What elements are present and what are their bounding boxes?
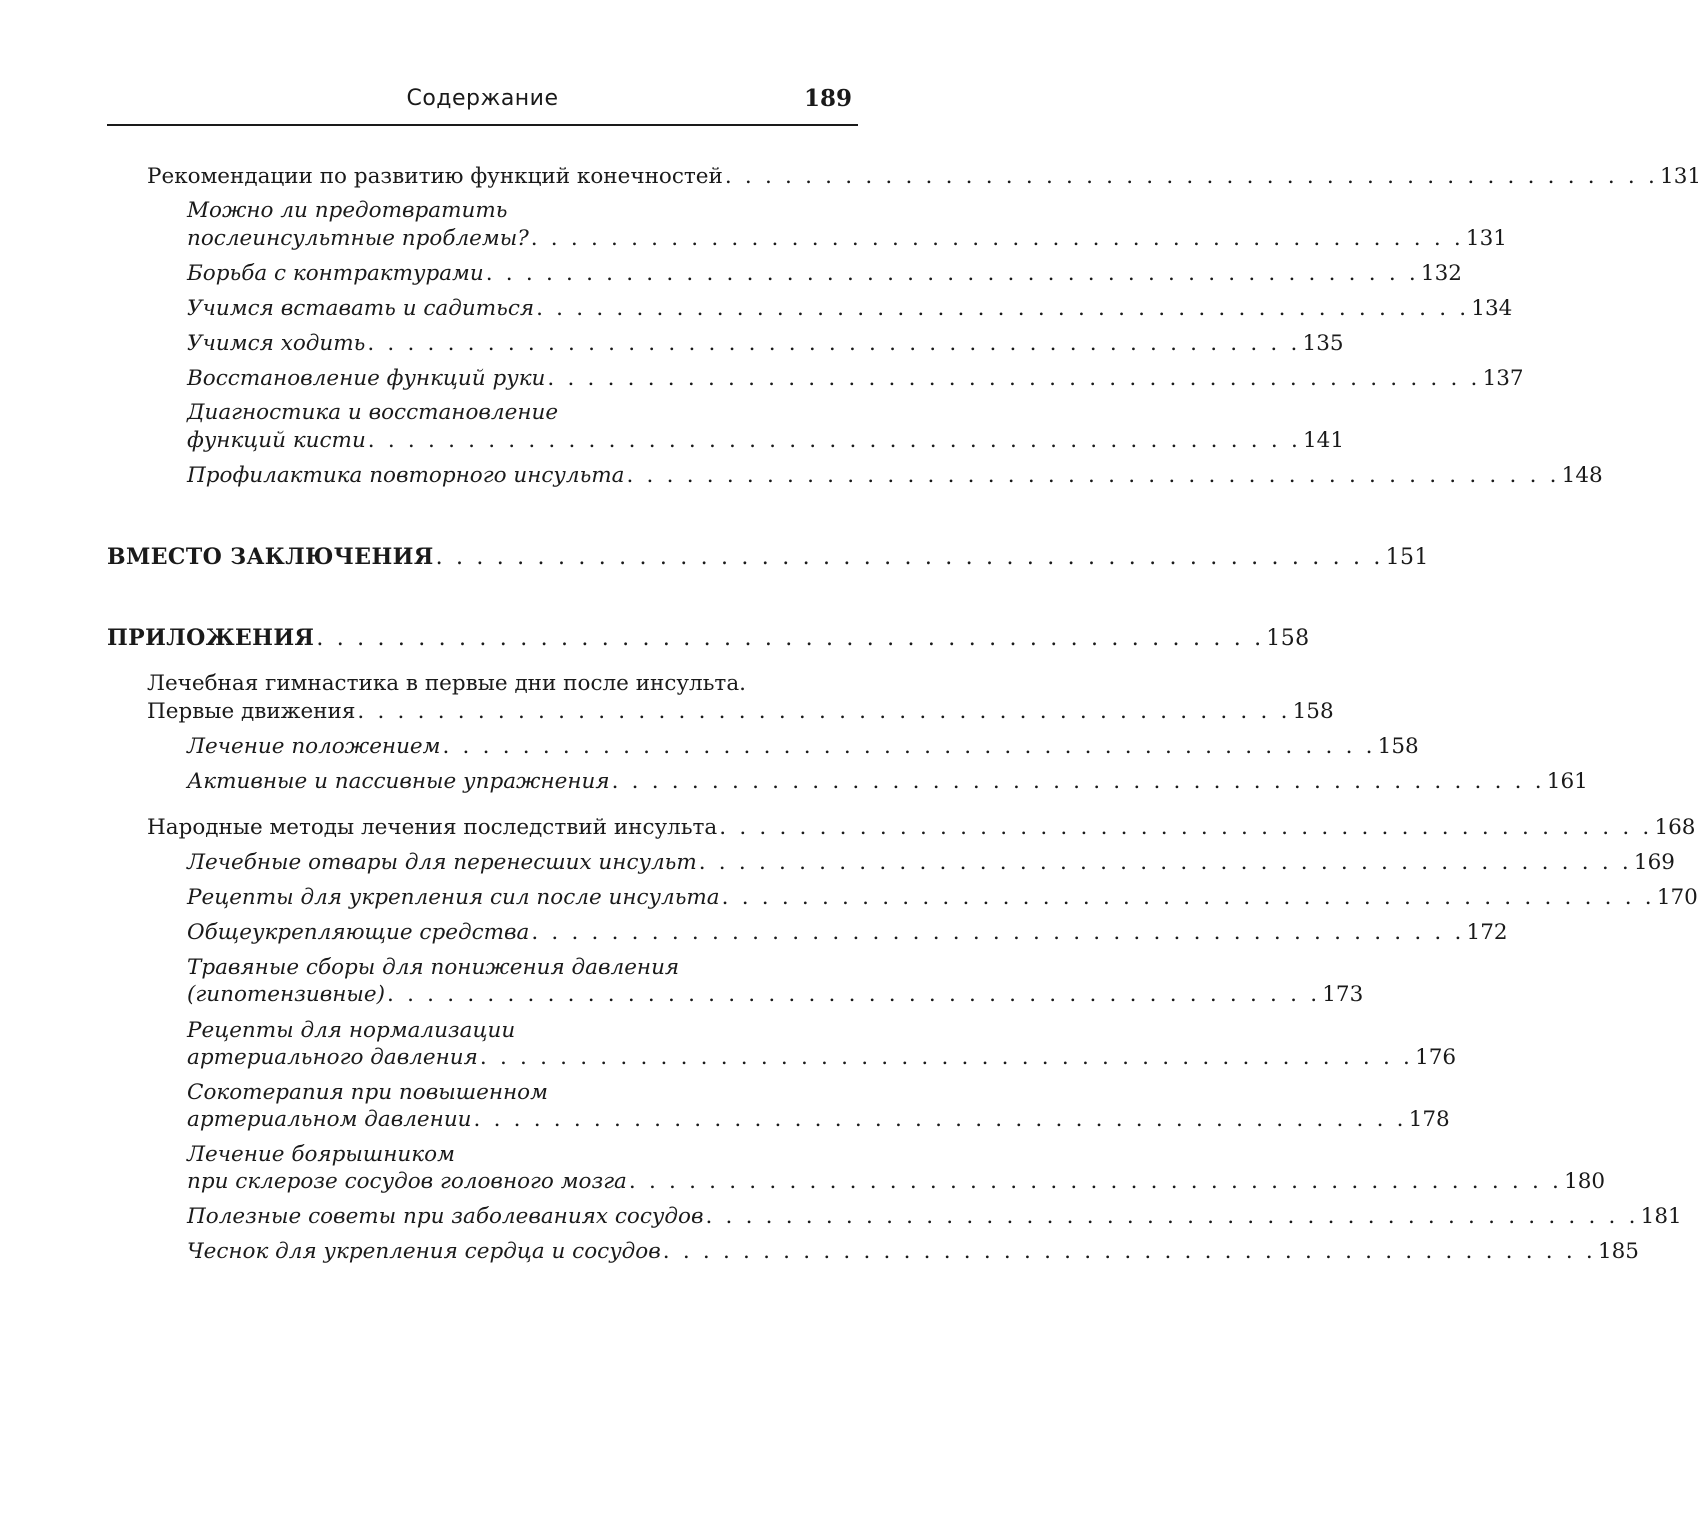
dot-leader: . . . . . . . . . . . . . . . . . . . . . . . . . . . . . . . . . . . . . . . . . . . . . . . xyxy=(367,331,1301,356)
toc-entry-title-line1: Рецепты для нормализации xyxy=(187,1018,516,1043)
toc-entry-title: Рекомендации по развитию функций конечностей xyxy=(147,164,723,189)
toc-entry-title: Восстановление функций руки xyxy=(187,366,546,391)
toc-entry-page: 135 xyxy=(1302,331,1344,356)
toc-entry xyxy=(187,329,1344,359)
dot-leader: . . . . . . . . . . . . . . . . . . . . . . . . . . . . . . . . . . . . . . . . . . . . . . . xyxy=(485,261,1419,286)
toc-entry-title: Полезные советы при заболеваниях сосудов xyxy=(187,1204,704,1229)
toc-entry xyxy=(187,224,1507,254)
dot-leader: . . . . . . . . . . . . . . . . . . . . . . . . . . . . . . . . . . . . . . . . . . . . . . . xyxy=(316,626,1265,651)
toc-entry-page: 132 xyxy=(1420,261,1462,286)
toc-entry-title-line1: Травяные сборы для понижения давления xyxy=(187,955,680,980)
dot-leader: . . . . . . . . . . . . . . . . . . . . . . . . . . . . . . . . . . . . . . . . . . . . . . . xyxy=(536,296,1470,321)
toc-entry-title-line1: Можно ли предотвратить xyxy=(187,198,508,223)
toc-section-page: 151 xyxy=(1385,545,1429,570)
toc-entry-title: Учимся вставать и садиться xyxy=(187,296,535,321)
toc-entry-page: 131 xyxy=(1465,226,1507,251)
toc-entry xyxy=(187,1167,1606,1197)
toc-section xyxy=(107,542,1429,572)
toc-entry-page: 173 xyxy=(1322,982,1364,1007)
toc-entry-page: 158 xyxy=(1377,734,1419,759)
toc-entry-title: (гипотензивные) xyxy=(187,982,386,1007)
toc-entry xyxy=(147,697,1334,727)
toc-entry xyxy=(187,461,1603,491)
toc-entry-title-line1: Лечебная гимнастика в первые дни после инсульта. xyxy=(147,671,746,696)
toc-entry-title-line1: Сокотерапия при повышенном xyxy=(187,1080,548,1105)
running-head-title: Содержание xyxy=(406,86,559,111)
toc-entry-page: 137 xyxy=(1482,366,1524,391)
toc-entry-title: Общеукрепляющие средства xyxy=(187,920,530,945)
toc-entry-title: Рецепты для укрепления сил после инсульта xyxy=(187,885,720,910)
toc-entry xyxy=(187,883,1698,913)
toc-entry-page: 158 xyxy=(1292,699,1334,724)
toc-entry xyxy=(187,294,1513,324)
toc-entry xyxy=(147,162,1701,192)
toc-entry xyxy=(147,813,1696,843)
toc-entry xyxy=(187,1043,1457,1073)
toc-entry xyxy=(187,848,1675,878)
toc-entry-page: 172 xyxy=(1466,920,1508,945)
toc-entry-title: Чеснок для укрепления сердца и сосудов xyxy=(187,1239,661,1264)
dot-leader: . . . . . . . . . . . . . . . . . . . . . . . . . . . . . . . . . . . . . . . . . . . . . . . xyxy=(719,815,1653,840)
toc-entry-page: 185 xyxy=(1597,1239,1639,1264)
dot-leader: . . . . . . . . . . . . . . . . . . . . . . . . . . . . . . . . . . . . . . . . . . . . . . . xyxy=(705,1204,1639,1229)
toc-entry-page: 134 xyxy=(1471,296,1513,321)
toc-section-title: ПРИЛОЖЕНИЯ xyxy=(107,625,315,651)
toc-entry-title: Лечение положением xyxy=(187,734,441,759)
toc-entry-page: 141 xyxy=(1302,428,1345,453)
toc-entry-title-line1: Диагностика и восстановление xyxy=(187,400,559,425)
dot-leader: . . . . . . . . . . . . . . . . . . . . . . . . . . . . . . . . . . . . . . . . . . . . . . . xyxy=(547,366,1481,391)
toc-entry-title: функций кисти xyxy=(187,428,366,453)
toc-entry xyxy=(187,259,1462,289)
toc-section-page: 158 xyxy=(1266,626,1310,651)
toc-entry-page: 170 xyxy=(1656,885,1698,910)
dot-leader: . . . . . . . . . . . . . . . . . . . . . . . . . . . . . . . . . . . . . . . . . . . . . . . xyxy=(435,545,1384,570)
toc-entry-page: 180 xyxy=(1564,1169,1606,1194)
toc-entry-title: артериальном давлении xyxy=(187,1107,472,1132)
toc-entry-page: 131 xyxy=(1660,164,1701,189)
dot-leader: . . . . . . . . . . . . . . . . . . . . . . . . . . . . . . . . . . . . . . . . . . . . . . . xyxy=(626,463,1560,488)
dot-leader: . . . . . . . . . . . . . . . . . . . . . . . . . . . . . . . . . . . . . . . . . . . . . . . xyxy=(357,699,1291,724)
dot-leader: . . . . . . . . . . . . . . . . . . . . . . . . . . . . . . . . . . . . . . . . . . . . . . . xyxy=(367,428,1301,453)
toc-entry-page: 168 xyxy=(1654,815,1696,840)
toc-entry xyxy=(187,364,1524,394)
toc-entry-page: 148 xyxy=(1561,463,1603,488)
dot-leader: . . . . . . . . . . . . . . . . . . . . . . . . . . . . . . . . . . . . . . . . . . . . . . . xyxy=(473,1107,1407,1132)
running-head xyxy=(107,78,858,126)
toc-entry xyxy=(187,1105,1450,1135)
dot-leader: . . . . . . . . . . . . . . . . . . . . . . . . . . . . . . . . . . . . . . . . . . . . . . . xyxy=(387,982,1321,1007)
toc-entry xyxy=(187,980,1364,1010)
toc-section-title: ВМЕСТО ЗАКЛЮЧЕНИЯ xyxy=(107,544,434,570)
toc-entry-page: 176 xyxy=(1415,1045,1457,1070)
dot-leader: . . . . . . . . . . . . . . . . . . . . . . . . . . . . . . . . . . . . . . . . . . . . . . . xyxy=(721,885,1655,910)
toc-section xyxy=(107,623,1310,653)
toc-entry-page: 161 xyxy=(1546,769,1588,794)
toc-entry-title: при склерозе сосудов головного мозга xyxy=(187,1169,627,1194)
toc-entry-page: 169 xyxy=(1633,850,1675,875)
toc-entry-title: Борьба с контрактурами xyxy=(187,261,484,286)
toc-entry-page: 181 xyxy=(1640,1204,1682,1229)
dot-leader: . . . . . . . . . . . . . . . . . . . . . . . . . . . . . . . . . . . . . . . . . . . . . . . xyxy=(628,1169,1563,1194)
toc-entry-title: Первые движения xyxy=(147,699,356,724)
toc-entry-title: Лечебные отвары для перенесших инсульт xyxy=(187,850,697,875)
dot-leader: . . . . . . . . . . . . . . . . . . . . . . . . . . . . . . . . . . . . . . . . . . . . . . . xyxy=(611,769,1545,794)
dot-leader: . . . . . . . . . . . . . . . . . . . . . . . . . . . . . . . . . . . . . . . . . . . . . . . xyxy=(698,850,1632,875)
dot-leader: . . . . . . . . . . . . . . . . . . . . . . . . . . . . . . . . . . . . . . . . . . . . . . . xyxy=(531,920,1465,945)
dot-leader: . . . . . . . . . . . . . . . . . . . . . . . . . . . . . . . . . . . . . . . . . . . . . . . xyxy=(530,226,1464,251)
toc-entry-title: послеинсультные проблемы? xyxy=(187,226,529,251)
page-number: 189 xyxy=(803,85,852,112)
toc-entry xyxy=(187,1202,1682,1232)
toc-entry-title-line1: Лечение боярышником xyxy=(187,1142,455,1167)
dot-leader: . . . . . . . . . . . . . . . . . . . . . . . . . . . . . . . . . . . . . . . . . . . . . . . xyxy=(442,734,1376,759)
toc-entry xyxy=(187,767,1588,797)
toc-entry-title: Активные и пассивные упражнения xyxy=(187,769,610,794)
toc-entry xyxy=(187,1237,1639,1267)
toc-entry-title: артериального давления xyxy=(187,1045,478,1070)
toc-entry-page: 178 xyxy=(1408,1107,1450,1132)
dot-leader: . . . . . . . . . . . . . . . . . . . . . . . . . . . . . . . . . . . . . . . . . . . . . . . xyxy=(479,1045,1414,1070)
toc-entry xyxy=(187,732,1419,762)
toc-entry-title: Учимся ходить xyxy=(187,331,366,356)
dot-leader: . . . . . . . . . . . . . . . . . . . . . . . . . . . . . . . . . . . . . . . . . . . . . . . xyxy=(724,164,1659,189)
toc-entry-title: Народные методы лечения последствий инсульта xyxy=(147,815,718,840)
toc-entry xyxy=(187,426,1345,456)
dot-leader: . . . . . . . . . . . . . . . . . . . . . . . . . . . . . . . . . . . . . . . . . . . . . . . xyxy=(662,1239,1596,1264)
toc-entry xyxy=(187,918,1508,948)
toc-entry-title: Профилактика повторного инсульта xyxy=(187,463,625,488)
